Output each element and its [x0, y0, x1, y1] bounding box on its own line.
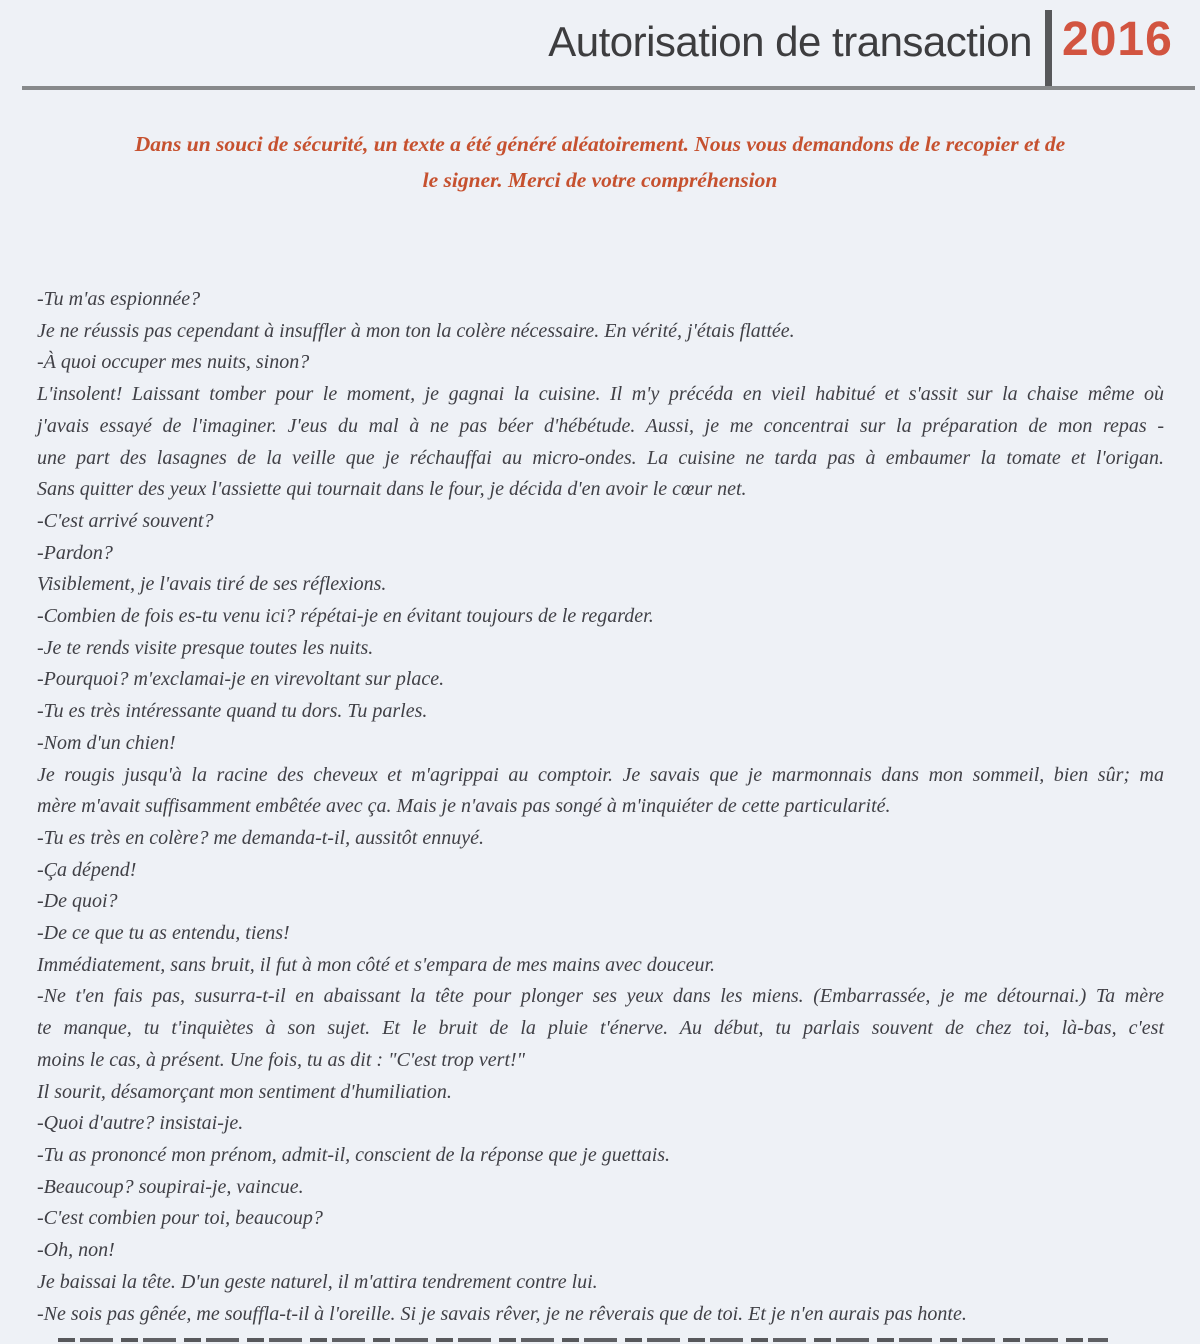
- page-title: Autorisation de transaction: [548, 18, 1032, 65]
- text-line: -Pardon?: [37, 541, 113, 564]
- text-line: -Combien de fois es-tu venu ici? répétai-je en évitant toujours de le regarder.: [37, 605, 654, 628]
- text-line: -Tu es très en colère? me demanda-t-il, aussitôt ennuyé.: [37, 826, 484, 849]
- text-line: Il sourit, désamorçant mon sentiment d'humiliation.: [37, 1080, 452, 1103]
- year-badge: 2016: [1062, 13, 1173, 66]
- text-line: -Beaucoup? soupirai-je, vaincue.: [37, 1175, 304, 1198]
- text-line: Immédiatement, sans bruit, il fut à mon côté et s'empara de mes mains avec douceur.: [37, 953, 716, 976]
- text-line: -Ne t'en fais pas, susurra-t-il en abaissant la tête pour plonger ses yeux dans les miens. (Embarrassée, je me détournai.) Ta mère: [37, 985, 1164, 1008]
- header-rule: [22, 86, 1195, 90]
- text-line: Je ne réussis pas cependant à insuffler à mon ton la colère nécessaire. En vérité, j'étais flattée.: [37, 319, 795, 342]
- text-line: -À quoi occuper mes nuits, sinon?: [37, 351, 310, 374]
- text-line: -Ça dépend!: [37, 858, 137, 881]
- cutoff-scan-line: [58, 1338, 1108, 1342]
- text-line: -Oh, non!: [37, 1239, 115, 1262]
- text-line: -Quoi d'autre? insistai-je.: [37, 1112, 244, 1135]
- text-line: -Tu m'as espionnée?: [37, 288, 201, 310]
- text-line: mère m'avait suffisamment embêtée avec ça. Mais je n'avais pas songé à m'inquiéter de cette particularité.: [37, 795, 891, 818]
- transcription-text: [37, 284, 1164, 1330]
- text-line: L'insolent! Laissant tomber pour le moment, je gagnai la cuisine. Il m'y précéda en vieil habitué et s'assit sur la chaise même où: [37, 383, 1164, 406]
- security-notice-line: Dans un souci de sécurité, un texte a été généré aléatoirement. Nous vous demandons de le recopier et de: [134, 132, 1066, 156]
- text-line: Sans quitter des yeux l'assiette qui tournait dans le four, je décida d'en avoir le cœur net.: [37, 478, 747, 501]
- text-line: -Je te rends visite presque toutes les nuits.: [37, 636, 374, 659]
- text-line: -De ce que tu as entendu, tiens!: [37, 922, 290, 945]
- text-line: moins le cas, à présent. Une fois, tu as dit : "C'est trop vert!": [37, 1048, 526, 1071]
- text-line: j'avais essayé de l'imaginer. J'eus du mal à ne pas béer d'hébétude. Aussi, je me concentrai sur la préparation de mon repas -: [37, 414, 1164, 437]
- security-notice-line: le signer. Merci de votre compréhension: [422, 168, 778, 192]
- security-notice: [0, 126, 1200, 198]
- text-line: -De quoi?: [37, 890, 118, 913]
- text-line: -Ne sois pas gênée, me souffla-t-il à l'oreille. Si je savais rêver, je ne rêverais que de toi. Et je n'en aurais pas honte.: [37, 1302, 967, 1325]
- text-line: Je rougis jusqu'à la racine des cheveux et m'agrippai au comptoir. Je savais que je marmonnais dans mon sommeil, bien sûr; ma: [37, 763, 1164, 786]
- text-line: -Tu es très intéressante quand tu dors. Tu parles.: [37, 700, 428, 723]
- text-line: -C'est arrivé souvent?: [37, 509, 214, 532]
- header-divider-bar: [1045, 10, 1052, 90]
- text-line: Visiblement, je l'avais tiré de ses réflexions.: [37, 573, 387, 596]
- text-line: Je baissai la tête. D'un geste naturel, il m'attira tendrement contre lui.: [37, 1270, 598, 1293]
- text-line: -C'est combien pour toi, beaucoup?: [37, 1207, 323, 1230]
- text-line: -Nom d'un chien!: [37, 731, 176, 754]
- text-line: te manque, tu t'inquiètes à son sujet. Et le bruit de la pluie t'énerve. Au début, tu parlais souvent de chez toi, là-bas, c'est: [37, 1017, 1164, 1040]
- text-line: -Pourquoi? m'exclamai-je en virevoltant sur place.: [37, 668, 445, 691]
- text-line: une part des lasagnes de la veille que je réchauffai au micro-ondes. La cuisine ne tarda pas à embaumer la tomate et l'origan.: [37, 446, 1164, 469]
- text-line: -Tu as prononcé mon prénom, admit-il, conscient de la réponse que je guettais.: [37, 1143, 671, 1166]
